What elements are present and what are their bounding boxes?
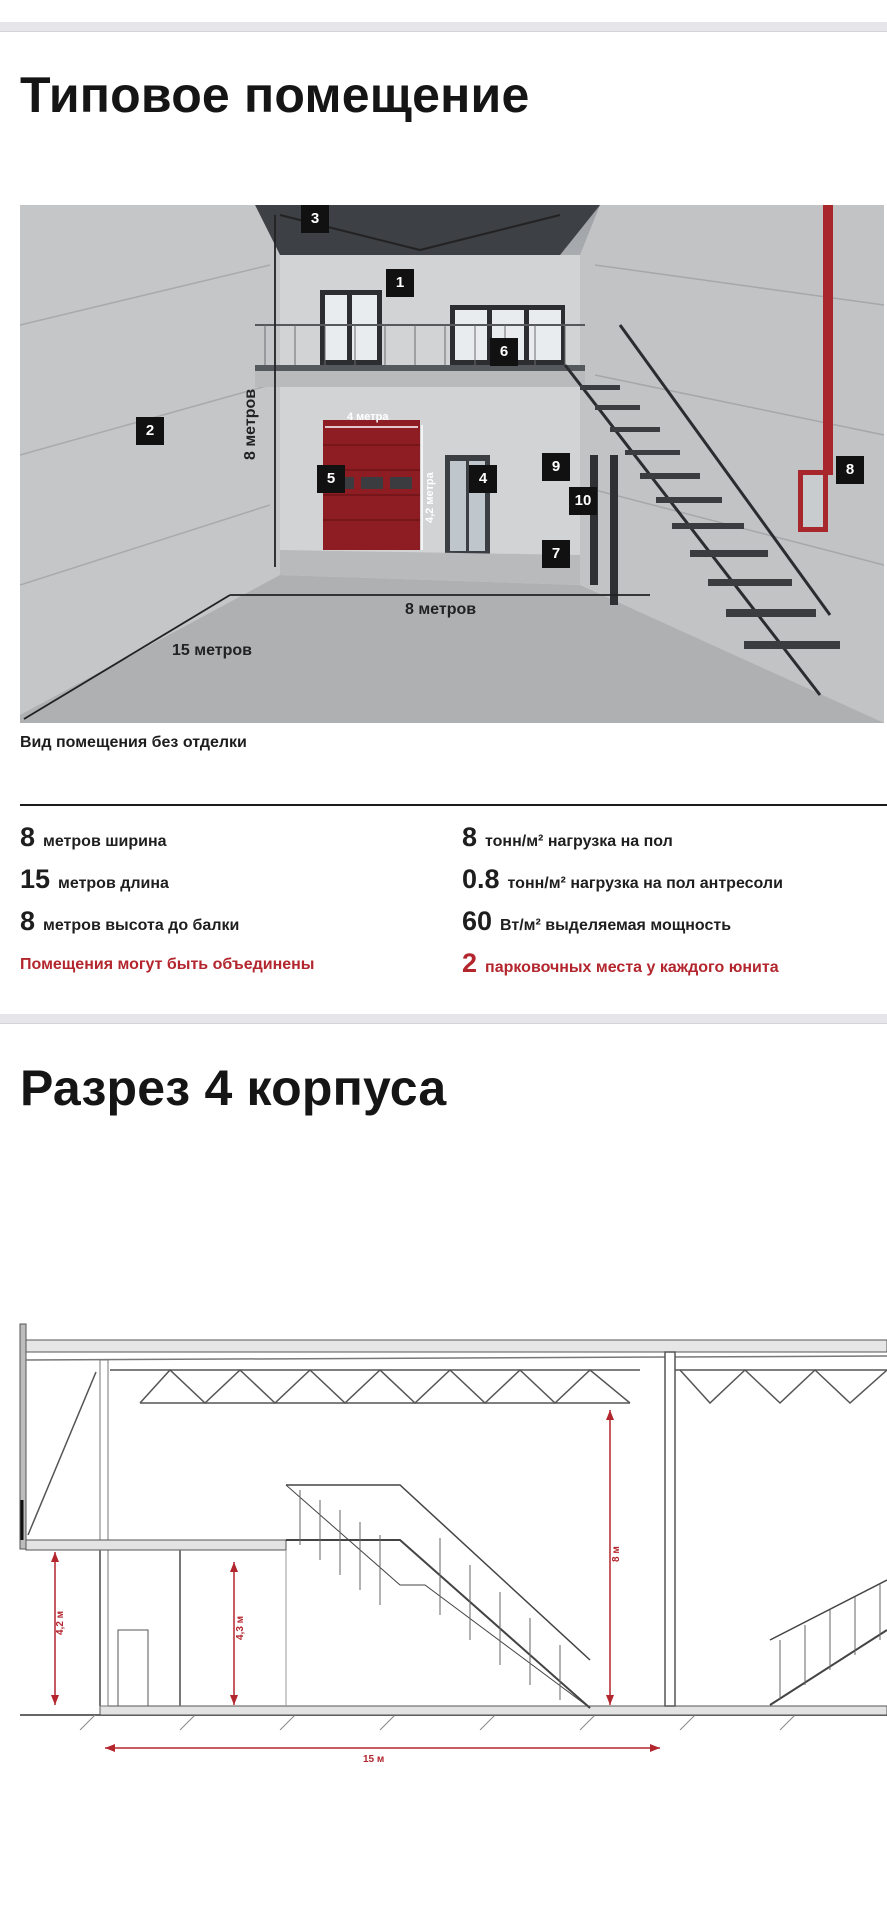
merge-note: Помещения могут быть объединены: [20, 956, 315, 973]
marker-6: 6: [490, 338, 518, 366]
dim-gate-width-label: 4 метра: [347, 411, 389, 423]
building-section-drawing: [0, 1300, 887, 1780]
stat-height-value: 8: [20, 906, 36, 936]
label-full-height: 8 м: [611, 1546, 622, 1562]
marker-4: 4: [469, 465, 497, 493]
stat-parking: [462, 948, 779, 979]
dim-height-label: 8 метров: [242, 388, 259, 460]
photo-caption: Вид помещения без отделки: [20, 734, 247, 751]
stat-power: [462, 906, 731, 937]
stat-power-text: Вт/м² выделяемая мощность: [500, 917, 732, 934]
stat-parking-text: парковочных места у каждого юнита: [485, 959, 779, 976]
marker-2: 2: [136, 417, 164, 445]
stat-parking-value: 2: [462, 948, 478, 978]
stat-height: [20, 906, 239, 937]
marker-1: 1: [386, 269, 414, 297]
marker-10: 10: [569, 487, 597, 515]
dim-width-label: 8 метров: [405, 601, 477, 618]
room-illustration: [20, 205, 884, 723]
stat-floor-load: [462, 822, 673, 853]
stat-length: [20, 864, 169, 895]
stat-mezzanine-load-text: тонн/м² нагрузка на пол антресоли: [507, 875, 783, 892]
marker-8: 8: [836, 456, 864, 484]
dim-gate-height-label: 4,2 метра: [424, 472, 436, 523]
stat-width-value: 8: [20, 822, 36, 852]
marker-7: 7: [542, 540, 570, 568]
stat-width: [20, 822, 167, 853]
marker-9: 9: [542, 453, 570, 481]
section-divider: [0, 1014, 887, 1024]
label-left-height: 4,2 м: [55, 1610, 66, 1635]
stat-power-value: 60: [462, 906, 493, 936]
label-mid-height: 4,3 м: [235, 1615, 246, 1640]
stat-length-value: 15: [20, 864, 51, 894]
stats-rule: [20, 804, 887, 806]
top-divider: [0, 22, 887, 32]
section-title-building-section: Разрез 4 корпуса: [20, 1060, 447, 1116]
stat-length-text: метров длина: [58, 875, 169, 892]
label-span: 15 м: [363, 1754, 385, 1765]
stat-mezzanine-load-value: 0.8: [462, 864, 500, 894]
stat-floor-load-value: 8: [462, 822, 478, 852]
marker-5: 5: [317, 465, 345, 493]
stat-mezzanine-load: [462, 864, 783, 895]
marker-3: 3: [301, 205, 329, 233]
section-title-typical-room: Типовое помещение: [20, 67, 530, 123]
stat-width-text: метров ширина: [43, 833, 167, 850]
stat-floor-load-text: тонн/м² нагрузка на пол: [485, 833, 673, 850]
stat-height-text: метров высота до балки: [43, 917, 240, 934]
dim-length-label: 15 метров: [172, 642, 252, 659]
room-photo: [20, 205, 884, 723]
